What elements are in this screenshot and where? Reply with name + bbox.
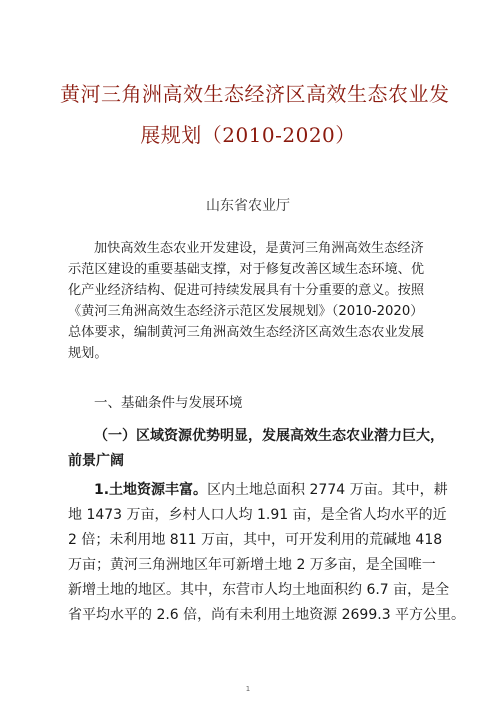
intro-paragraph <box>68 238 429 364</box>
land-lead-bold: 1.土地资源丰富。 <box>94 482 208 498</box>
subheading-line: （一）区域资源优势明显，发展高效生态农业潜力巨大， <box>94 428 444 444</box>
land-line: 省平均水平的 2.6 倍，尚有未利用土地资源 2699.3 平方公里。 <box>68 607 466 623</box>
document-title-line-1: 黄河三角洲高效生态经济区高效生态农业发 <box>60 82 450 106</box>
land-line <box>68 478 448 503</box>
land-line-rest: 区内土地总面积 2774 万亩。其中，耕 <box>207 482 448 498</box>
land-line: 地 1473 万亩，乡村人口人均 1.91 亩，是全省人均水平的近 <box>68 507 447 523</box>
document-title-line-2: 展规划（2010-2020） <box>140 123 356 147</box>
land-line: 新增土地的地区。其中，东营市人均土地面积约 6.7 亩，是全 <box>68 582 450 598</box>
intro-line: 《黄河三角洲高效生态经济示范区发展规划》（2010-2020） <box>68 304 424 319</box>
land-line: 万亩；黄河三角洲地区年可新增土地 2 万多亩，是全国唯一 <box>68 557 436 573</box>
intro-line: 示范区建设的重要基础支撑，对于修复改善区域生态环境、优 <box>68 262 425 277</box>
author-organization: 山东省农业厅 <box>206 198 290 214</box>
intro-line: 加快高效生态农业开发建设，是黄河三角洲高效生态经济 <box>94 241 424 256</box>
page-number: 1 <box>245 685 251 693</box>
intro-line: 总体要求，编制黄河三角洲高效生态经济区高效生态农业发展 <box>68 325 425 340</box>
land-resource-paragraph <box>68 478 466 628</box>
subsection-heading <box>68 424 444 474</box>
subheading-line: 前景广阔 <box>68 453 124 469</box>
section-heading: 一、基础条件与发展环境 <box>94 395 243 411</box>
intro-line: 化产业经济结构、促进可持续发展具有十分重要的意义。按照 <box>68 283 425 298</box>
intro-line: 规划。 <box>68 346 108 361</box>
land-line: 2 倍；未利用地 811 万亩，其中，可开发利用的荒碱地 418 <box>68 532 443 548</box>
